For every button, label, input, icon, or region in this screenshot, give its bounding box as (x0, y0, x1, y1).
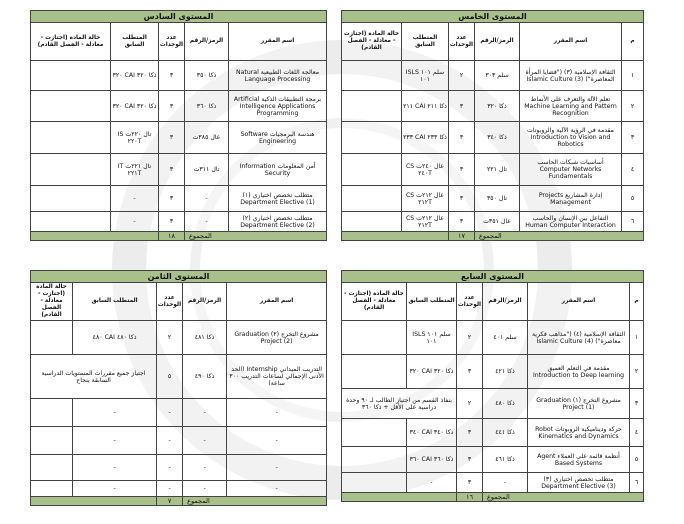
level5-table (341, 10, 643, 241)
course-name: الثقافة الإسلامية (٣) ("قضايا المرأة المعاصرة") Islamic Culture (3) (520, 61, 622, 91)
level8-table (30, 270, 326, 506)
header-course-name: اسم المقرر (520, 23, 622, 61)
header-units: عدد الوحدات (157, 283, 183, 321)
row-num: ١ (622, 61, 644, 91)
header-status: حالة المادة (اجتازت - معادلة - الفصل القادم) (342, 283, 407, 321)
table-row (31, 321, 327, 355)
course-status (342, 473, 407, 493)
course-units: ٣ (159, 122, 185, 154)
total-label: المجموع (475, 232, 644, 241)
header-num: م (630, 283, 644, 321)
course-status (31, 212, 111, 232)
course-code: ذكا ٤٩٠ (183, 355, 227, 399)
header-status: حالة المادة (اجتازت - معادلة - الفصل القادم) (342, 23, 402, 61)
course-code: - (185, 186, 229, 212)
course-status (31, 399, 73, 427)
course-prereq: اجتياز جميع مقررات المستويات الدراسية السابقة بنجاح (31, 355, 157, 399)
course-name: - (227, 481, 327, 497)
level6-title: المستوى السادس (31, 11, 327, 23)
row-num: ٢ (622, 91, 644, 122)
course-code: ذكا ٣٥٠ (185, 61, 229, 91)
table-row (342, 321, 644, 355)
course-units: - (157, 399, 183, 427)
course-status (342, 419, 407, 447)
total-blank (31, 497, 157, 506)
course-prereq: - (73, 399, 157, 427)
row-num: ٥ (630, 447, 644, 473)
table-row (342, 122, 644, 154)
course-prereq: ذكا ٢٣٣ CAI ٢٣٣ (402, 122, 449, 154)
course-units: ٣ (457, 419, 483, 447)
course-status (31, 186, 111, 212)
course-code: تال ٣١١ت (185, 154, 229, 186)
course-prereq: عال ٢١٢ت CS ٢١٢T (402, 212, 449, 232)
course-code: - (183, 481, 227, 497)
course-code: - (483, 473, 528, 493)
table-row (31, 355, 327, 399)
table-row (342, 91, 644, 122)
row-num: ٦ (622, 212, 644, 232)
course-prereq: - (73, 427, 157, 455)
course-status (31, 61, 111, 91)
table-row (31, 186, 327, 212)
table-row (342, 61, 644, 91)
header-num: م (622, 23, 644, 61)
course-name: أنظمة قائمة على العملاء Agent Based Systems (528, 447, 630, 473)
course-code: - (185, 212, 229, 232)
course-code: - (183, 455, 227, 481)
table-row (342, 212, 644, 232)
course-code: عال ٣٥١ت (475, 212, 520, 232)
course-code: تال ٢٢١ (475, 154, 520, 186)
course-units: ٣ (159, 154, 185, 186)
course-code: ذكا ٣٢٠ (475, 91, 520, 122)
row-num: ٣ (622, 122, 644, 154)
course-units: ٥ (157, 355, 183, 399)
header-units: عدد الوحدات (449, 23, 475, 61)
level5-title: المستوى الخامس (342, 11, 644, 23)
header-prereq: المتطلب السابق (402, 23, 449, 61)
course-status (342, 321, 407, 355)
course-name: أمن المعلومات Information Security (229, 154, 327, 186)
total-units: ٧ (157, 497, 183, 506)
course-units: ٣ (449, 186, 475, 212)
course-units: ٣ (449, 154, 475, 186)
row-num: ٦ (630, 473, 644, 493)
header-prereq: المتطلب السابق (111, 23, 159, 61)
course-units: ٣ (457, 447, 483, 473)
course-code: - (183, 427, 227, 455)
course-name: أساسيات شبكات الحاسب Computer Networks Fundamentals (520, 154, 622, 186)
level6-table (30, 10, 326, 241)
table-row (31, 61, 327, 91)
table-row (31, 122, 327, 154)
course-status (342, 61, 402, 91)
course-prereq: تال ٢٢٠ت IS ٢٢٠T (111, 122, 159, 154)
course-units: ٣ (159, 212, 185, 232)
course-status (31, 122, 111, 154)
total-label: المجموع (183, 497, 327, 506)
course-name: - (227, 455, 327, 481)
course-name: إدارة المشاريع Projects Management (520, 186, 622, 212)
row-num: ٣ (630, 389, 644, 419)
row-num: ٤ (622, 154, 644, 186)
course-name: معالجة اللغات الطبيعية Natural Language Processing (229, 61, 327, 91)
total-units: ١٧ (449, 232, 475, 241)
course-units: ٣ (159, 91, 185, 122)
header-course-name: اسم المقرر (227, 283, 327, 321)
header-units: عدد الوحدات (457, 283, 483, 321)
course-code: ذكا ٣٤٠ (475, 122, 520, 154)
total-units: ١٨ (159, 232, 185, 241)
course-code: تال ٣٥٠ (475, 186, 520, 212)
course-prereq: عال ٢١٢ت CS ٢١٢T (402, 186, 449, 212)
table-row (342, 473, 644, 493)
course-prereq: بنفاذ القسم من اجتياز الطالب لـ ٩٠ وحدة دراسية على الأقل + ذكا ٣٦٠ (342, 389, 457, 419)
row-num: ٤ (630, 419, 644, 447)
course-prereq: ذكا ٣٦٠ CAI ٣٦٠ (407, 447, 457, 473)
table-row (31, 91, 327, 122)
row-num: ٥ (622, 186, 644, 212)
course-prereq: - (111, 186, 159, 212)
course-units: ٣ (449, 212, 475, 232)
table-row (31, 154, 327, 186)
course-name: - (227, 427, 327, 455)
course-code: ذكا ٤٤١ (483, 419, 528, 447)
course-prereq: ذكا ٢١١ CAI ٢١١ (402, 91, 449, 122)
course-status (342, 154, 402, 186)
table-row (342, 419, 644, 447)
total-units: ١٦ (457, 493, 483, 502)
header-prereq: المتطلب السابق (73, 283, 157, 321)
course-name: مشروع التخرج (٢) Graduation Project (2) (227, 321, 327, 355)
course-units: ٢ (457, 321, 483, 355)
course-prereq: ذكا ٣٢٠ CAI ٣٢٠ (111, 91, 159, 122)
course-code: عال ٣٨٥ت (185, 122, 229, 154)
course-name: متطلب تخصص اختياري (٢) Department Elective (2) (229, 212, 327, 232)
course-units: - (157, 427, 183, 455)
course-name: هندسة البرمجيات Software Engineering (229, 122, 327, 154)
table-row (342, 355, 644, 389)
course-code: ذكا ٣٦٠ (185, 91, 229, 122)
course-status (31, 91, 111, 122)
header-status: حالة المادة (اجتازت - معادلة - الفصل القادم) (31, 23, 111, 61)
row-num: ١ (630, 321, 644, 355)
course-prereq: - (73, 455, 157, 481)
course-status (342, 212, 402, 232)
course-prereq: ذكا ٣٢٠ CAI ٣٢٠ (407, 355, 457, 389)
course-status (31, 427, 73, 455)
course-status (342, 447, 407, 473)
course-code: سلم ٤٠١ (483, 321, 528, 355)
course-code: سلم ٣٠٣ (475, 61, 520, 91)
course-name: برمجة التطبيقات الذكية Artificial Intelligence Applications Programming (229, 91, 327, 122)
course-prereq: سلم ١٠١ ISLS ١٠١ (402, 61, 449, 91)
course-code: - (183, 399, 227, 427)
course-name: - (227, 399, 327, 427)
course-name: متطلب تخصص اختياري (١) Department Elective (1) (229, 186, 327, 212)
level8-title: المستوى الثامن (31, 271, 327, 283)
total-label: المجموع (483, 493, 644, 502)
header-code: الرمز/الرقم (185, 23, 229, 61)
header-code: الرمز/الرقم (183, 283, 227, 321)
course-status (31, 481, 73, 497)
row-num: ٢ (630, 355, 644, 389)
total-blank (31, 232, 159, 241)
course-units: ٢ (157, 321, 183, 355)
course-code: ذكا ٤٢١ (483, 355, 528, 389)
course-name: تعلم الآلة والتعرف على الأنماط Machine Learning and Pattern Recognition (520, 91, 622, 122)
course-name: حركة وديناميكية الروبوتات Robot Kinematics and Dynamics (528, 419, 630, 447)
course-status (31, 455, 73, 481)
table-row (342, 447, 644, 473)
course-units: ٣ (449, 122, 475, 154)
header-status: حالة المادة (اجتازت - معادلة - الفصل القادم) (31, 283, 73, 321)
header-course-name: اسم المقرر (528, 283, 630, 321)
course-status (342, 186, 402, 212)
table-row (342, 186, 644, 212)
table-row (31, 212, 327, 232)
header-prereq: المتطلب السابق (407, 283, 457, 321)
total-blank (342, 493, 457, 502)
course-units: ٣ (159, 61, 185, 91)
course-units: - (157, 455, 183, 481)
table-row (342, 389, 644, 419)
course-status (31, 321, 73, 355)
course-name: مقدمة في الرؤية الآلية والروبوتات Introduction to Vision and Robotics (520, 122, 622, 154)
course-name: مقدمة في التعلم العميق Introduction to Deep learning (528, 355, 630, 389)
course-prereq: سلم ١٠١ ISLS ١٠١ (407, 321, 457, 355)
course-code: ذكا ٤٨٠ (483, 389, 528, 419)
course-status (31, 154, 111, 186)
course-units: ٣ (457, 473, 483, 493)
course-prereq: تال ٢٢١ت IT ٢٢١T (111, 154, 159, 186)
table-row (31, 481, 327, 497)
table-row (31, 427, 327, 455)
header-code: الرمز/الرقم (483, 283, 528, 321)
course-units: ٣ (457, 355, 483, 389)
course-status (342, 355, 407, 389)
table-row (31, 455, 327, 481)
course-prereq: - (73, 481, 157, 497)
course-units: ٢ (449, 61, 475, 91)
header-units: عدد الوحدات (159, 23, 185, 61)
course-name: مشروع التخرج (١) Graduation Project (1) (528, 389, 630, 419)
course-name: التفاعل بين الإنسان والحاسب Human Computer Interaction (520, 212, 622, 232)
level7-table (341, 270, 643, 502)
course-units: ٢ (457, 389, 483, 419)
course-prereq: عال ٢٤٠ت CS ٢٤٠T (402, 154, 449, 186)
header-course-name: اسم المقرر (229, 23, 327, 61)
course-prereq: - (111, 212, 159, 232)
course-name: التدريب الميداني Internship (الحد الأدنى الإجمالي لساعات التدريب ٣٠٠ ساعة) (227, 355, 327, 399)
course-units: ٣ (159, 186, 185, 212)
header-code: الرمز/الرقم (475, 23, 520, 61)
course-units: - (157, 481, 183, 497)
course-prereq: - (407, 473, 457, 493)
course-status (342, 122, 402, 154)
level7-title: المستوى السابع (342, 271, 644, 283)
course-status (342, 91, 402, 122)
course-code: ذكا ٤٨١ (183, 321, 227, 355)
total-label: المجموع (185, 232, 327, 241)
course-prereq: ذكا ٣٢٠ CAI ٣٢٠ (111, 61, 159, 91)
course-code: ذكا ٤٦١ (483, 447, 528, 473)
course-name: متطلب تخصص اختياري (٣) Department Elective (3) (528, 473, 630, 493)
course-prereq: ذكا ٣٤٠ CAI ٣٤٠ (407, 419, 457, 447)
total-blank (342, 232, 449, 241)
course-name: الثقافة الإسلامية (٤) ("مذاهب فكرية معاصرة") Islamic Culture (4) (528, 321, 630, 355)
table-row (31, 399, 327, 427)
course-prereq: ذكا ٤٨٠ CAI ٤٨٠ (73, 321, 157, 355)
course-units: ٣ (449, 91, 475, 122)
table-row (342, 154, 644, 186)
